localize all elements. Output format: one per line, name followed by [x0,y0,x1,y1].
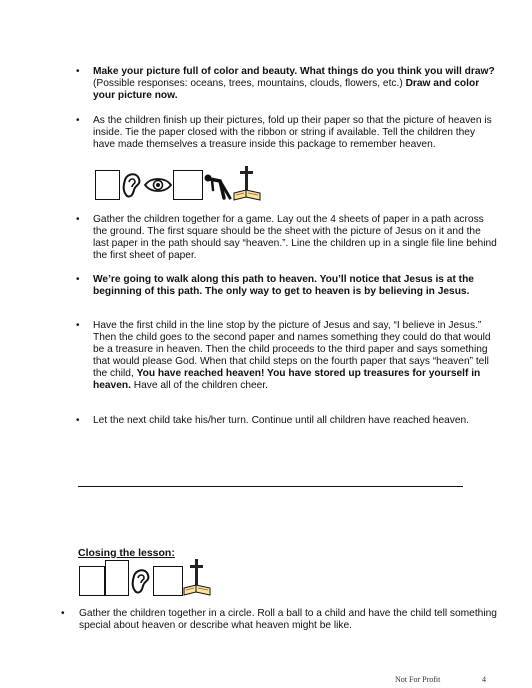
person-bowing-icon [204,172,232,200]
bold-instruction: Make your picture full of color and beauty. What things do you think you will draw? [93,66,495,77]
ear-icon [121,170,143,200]
blank-square-icon [105,560,129,596]
bullet-text: Have the first child in the line stop by the picture of Jesus and say, “I believe in Jesus.” Then the child goes to the second paper and names something they could do that would be a treasure in heaven. Then the child proceeds to the third paper and says something that would please God. When that child steps on the fourth paper that says “heaven” tell the child, [93,320,491,380]
bullet-dot: • [61,608,65,619]
symbol-row-1 [95,170,275,206]
bullet-dot: • [76,415,80,426]
bullet-next-child [76,415,497,427]
bullet-text: Have all of the children cheer. [130,380,268,392]
possible-responses: (Possible responses: oceans, trees, mountains, clouds, flowers, etc.) [93,78,406,90]
blank-square-icon [95,170,120,200]
bullet-dot: • [76,66,80,77]
bullet-dot: • [76,214,80,225]
bullet-text: As the children finish up their pictures, fold up their paper so that the picture of heaven is inside. Tie the paper closed with the ribbon or string if available. Tell the children they have made themselves a treasure inside this package to remember heaven. [93,115,492,151]
symbol-row-2 [79,560,219,600]
cross-bible-icon [183,558,211,598]
footer-label: Not For Profit [395,675,441,684]
section-divider [78,486,463,487]
closing-heading: Closing the lesson: [78,547,175,559]
eye-icon [144,176,172,194]
bullet-draw-picture [76,66,497,102]
bullet-walk-path [76,274,497,298]
bullet-dot: • [76,115,80,126]
bold-instruction: You have reached heaven! You have stored up treasures for yourself in heaven. [93,368,481,392]
bullet-fold-paper [76,115,497,151]
bullet-text: Let the next child take his/her turn. Continue until all children have reached heaven. [93,415,470,426]
page-number: 4 [482,675,486,684]
ear-icon [130,566,152,596]
blank-square-icon [79,566,105,596]
cross-bible-icon [233,165,261,203]
bullet-closing-circle [61,608,499,632]
bullet-dot: • [76,274,80,285]
bullet-text: Gather the children together for a game. Lay out the 4 sheets of paper in a path across the ground. The first square should be the sheet with the picture of Jesus on it and the last paper in the path should say “heaven.”. Line the children up in a single file line behind the first sheet of paper. [93,214,497,262]
bold-instruction: Draw and color your picture now. [93,78,480,102]
blank-square-icon [153,566,183,596]
bullet-dot: • [76,320,80,331]
bullet-text: Gather the children together in a circle. Roll a ball to a child and have the child tell something special about heaven or describe what heaven might be like. [79,608,497,632]
bullet-first-child [76,320,497,393]
blank-square-icon [173,170,203,200]
bullet-gather-game [76,214,497,262]
bullet-text: We’re going to walk along this path to heaven. You’ll notice that Jesus is at the beginning of this path. The only way to get to heaven is by believing in Jesus. [93,274,474,298]
